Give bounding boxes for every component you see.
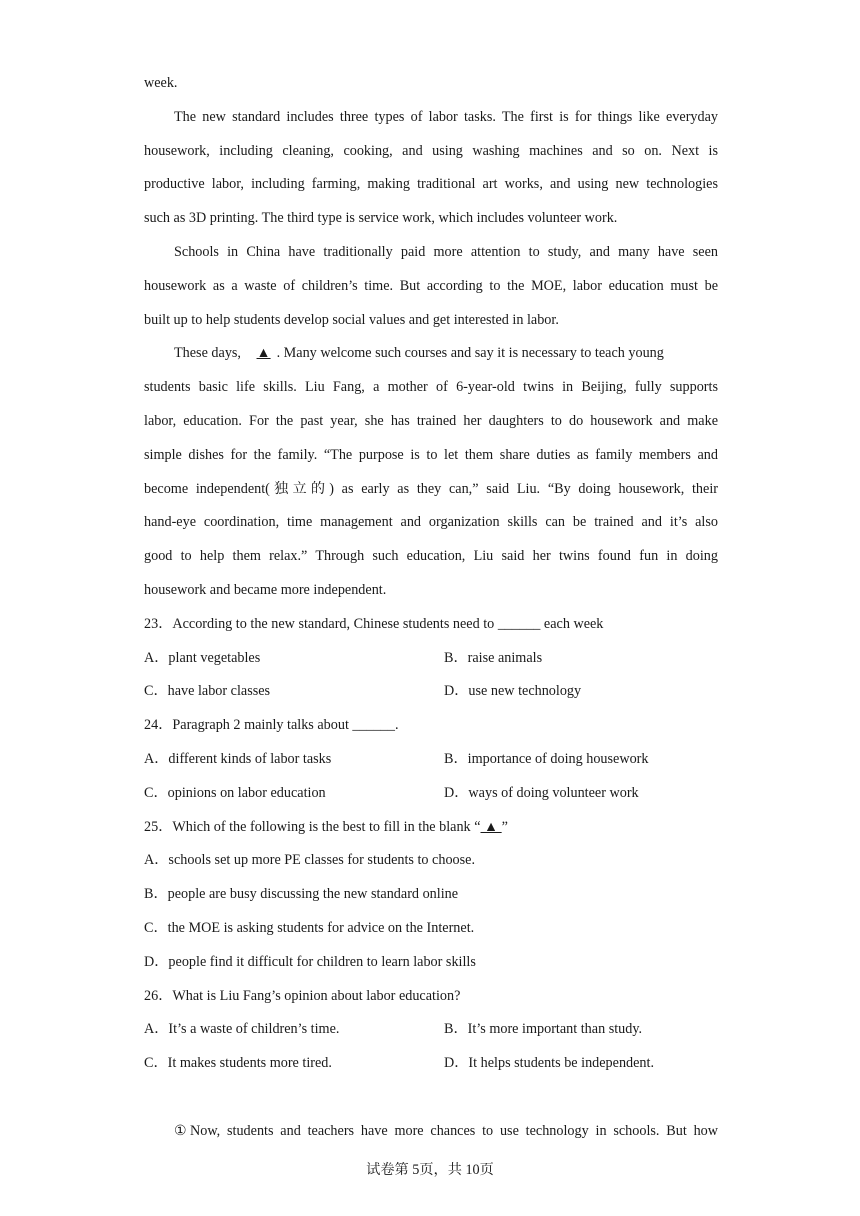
passage-line: housework, including cleaning, cooking, and using washing machines and so on. Next is bbox=[144, 143, 718, 159]
passage-line: built up to help students develop social values and get interested in labor. bbox=[144, 312, 559, 328]
passage-line: good to help them relax.” Through such education, Liu said her twins found fun in doing bbox=[144, 548, 718, 564]
passage-line: Schools in China have traditionally paid more attention to study, and many have seen bbox=[174, 244, 718, 260]
option-b: B．raise animals bbox=[444, 650, 543, 666]
option-d: D．It helps students be independent. bbox=[444, 1055, 655, 1071]
option-a: A．It’s a waste of children’s time. bbox=[144, 1021, 340, 1037]
answer-blank: ▲ bbox=[480, 819, 502, 835]
question-stem: 26．What is Liu Fang’s opinion about labor education? bbox=[144, 988, 461, 1004]
passage-text: These days, bbox=[174, 345, 241, 361]
passage-line: students basic life skills. Liu Fang, a mother of 6-year-old twins in Beijing, fully supports bbox=[144, 379, 718, 395]
answer-blank: ▲ bbox=[256, 345, 271, 361]
option-d: D．people find it difficult for children to learn labor skills bbox=[144, 954, 476, 970]
passage-line: housework and became more independent. bbox=[144, 582, 387, 598]
option-c: C．have labor classes bbox=[144, 683, 271, 699]
passage-line-with-blank bbox=[174, 343, 718, 363]
passage-line: become independent(独立的) as early as they can,” said Liu. “By doing housework, their bbox=[144, 481, 718, 497]
question-stem: 23．According to the new standard, Chinese students need to ______ each week bbox=[144, 616, 604, 632]
option-c: C．the MOE is asking students for advice on the Internet. bbox=[144, 920, 475, 936]
question-stem bbox=[144, 817, 718, 837]
passage-line: ①Now, students and teachers have more chances to use technology in schools. But how bbox=[174, 1123, 718, 1139]
page-footer: 试卷第 5页，共 10页 bbox=[366, 1162, 494, 1178]
passage-line: week. bbox=[144, 75, 178, 91]
passage-line: hand-eye coordination, time management and organization skills can be trained and it’s also bbox=[144, 514, 718, 530]
question-text: 25．Which of the following is the best to fill in the blank “ bbox=[144, 819, 481, 835]
passage-line: productive labor, including farming, making traditional art works, and using new technologies bbox=[144, 176, 718, 192]
option-b: B．It’s more important than study. bbox=[444, 1021, 643, 1037]
option-a: A．plant vegetables bbox=[144, 650, 261, 666]
option-c: C．It makes students more tired. bbox=[144, 1055, 332, 1071]
option-d: D．use new technology bbox=[444, 683, 582, 699]
question-text: ” bbox=[501, 819, 508, 835]
option-b: B．people are busy discussing the new standard online bbox=[144, 886, 459, 902]
passage-line: such as 3D printing. The third type is service work, which includes volunteer work. bbox=[144, 210, 618, 226]
option-a: A．schools set up more PE classes for students to choose. bbox=[144, 852, 475, 868]
option-d: D．ways of doing volunteer work bbox=[444, 785, 639, 801]
passage-line: labor, education. For the past year, she has trained her daughters to do housework and make bbox=[144, 413, 718, 429]
question-stem: 24．Paragraph 2 mainly talks about ______. bbox=[144, 717, 399, 733]
passage-text: . Many welcome such courses and say it is necessary to teach young bbox=[276, 345, 664, 361]
passage-line: housework as a waste of children’s time. But according to the MOE, labor education must be bbox=[144, 278, 718, 294]
option-b: B．importance of doing housework bbox=[444, 751, 649, 767]
option-c: C．opinions on labor education bbox=[144, 785, 326, 801]
passage-line: The new standard includes three types of labor tasks. The first is for things like everyday bbox=[174, 109, 718, 125]
option-a: A．different kinds of labor tasks bbox=[144, 751, 332, 767]
passage-line: simple dishes for the family. “The purpose is to let them share duties as family members and bbox=[144, 447, 718, 463]
